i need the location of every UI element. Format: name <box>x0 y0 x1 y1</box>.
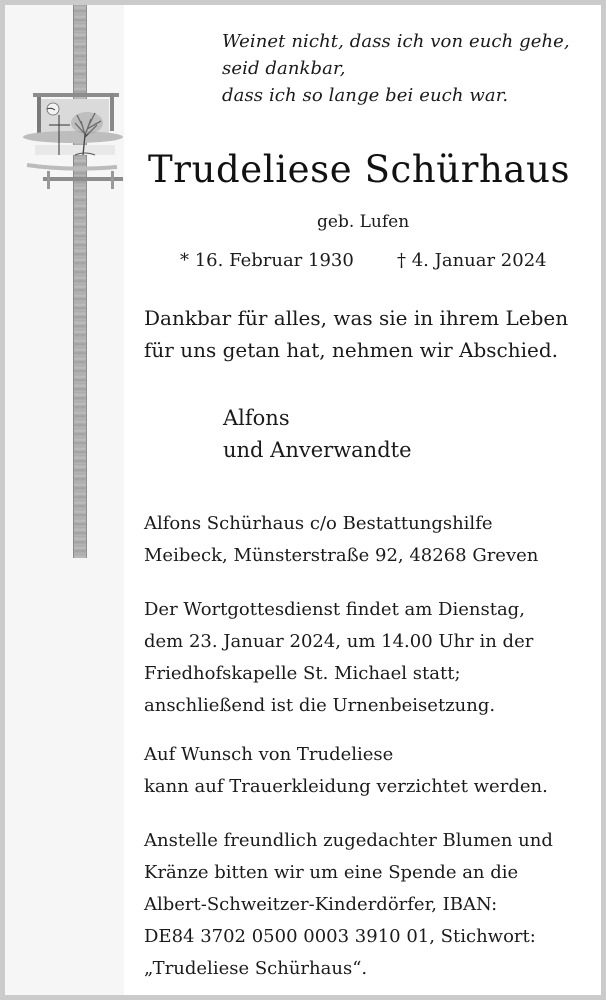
farewell-line: Dankbar für alles, was sie in ihrem Leben <box>144 306 569 330</box>
death-date: † 4. Januar 2024 <box>397 250 547 271</box>
mourner-line: und Anverwandte <box>223 438 412 462</box>
condolence-address <box>144 508 538 572</box>
poem-line: dass ich so lange bei euch war. <box>222 85 509 106</box>
address-line: Alfons Schürhaus c/o Bestattungshilfe <box>144 513 493 534</box>
service-line: dem 23. Januar 2024, um 14.00 Uhr in der <box>144 631 534 652</box>
donation-line: Albert-Schweitzer-Kinderdörfer, IBAN: <box>144 894 498 915</box>
birth-date: * 16. Februar 1930 <box>180 250 354 271</box>
farewell-text <box>144 302 568 366</box>
service-info <box>144 594 533 722</box>
service-line: anschließend ist die Urnenbeisetzung. <box>144 695 496 716</box>
donation-line: DE84 3702 0500 0003 3910 01, Stichwort: <box>144 926 536 947</box>
wish-line: kann auf Trauerkleidung verzichtet werden. <box>144 776 548 797</box>
attire-wish <box>144 739 548 803</box>
poem <box>222 28 570 109</box>
mourners <box>223 402 412 466</box>
poem-line: Weinet nicht, dass ich von euch gehe, <box>222 31 570 52</box>
service-line: Friedhofskapelle St. Michael statt; <box>144 663 461 684</box>
deceased-name: Trudeliese Schürhaus <box>148 148 571 191</box>
service-line: Der Wortgottesdienst findet am Dienstag, <box>144 599 525 620</box>
donation-line: Kränze bitten wir um eine Spende an die <box>144 862 519 883</box>
poem-line: seid dankbar, <box>222 58 346 79</box>
mourner-line: Alfons <box>223 406 290 430</box>
donation-line: „Trudeliese Schürhaus“. <box>144 958 368 979</box>
obituary-text <box>5 5 601 995</box>
wish-line: Auf Wunsch von Trudeliese <box>144 744 394 765</box>
donation-info <box>144 825 553 985</box>
donation-line: Anstelle freundlich zugedachter Blumen und <box>144 830 553 851</box>
obituary-card <box>5 5 601 995</box>
address-line: Meibeck, Münsterstraße 92, 48268 Greven <box>144 545 539 566</box>
farewell-line: für uns getan hat, nehmen wir Abschied. <box>144 338 559 362</box>
maiden-name: geb. Lufen <box>317 212 410 232</box>
